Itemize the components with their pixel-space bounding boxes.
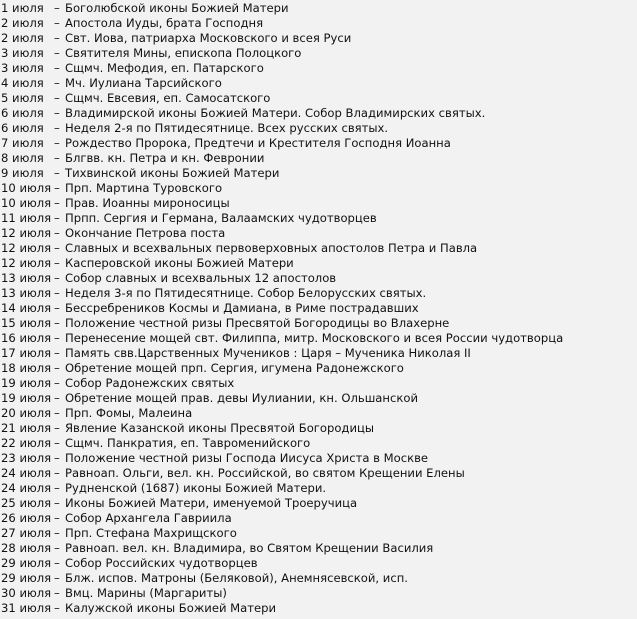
entry-date: 3 июля: [1, 61, 44, 75]
entry-date: 2 июля: [1, 31, 44, 45]
calendar-entry: [0, 286, 637, 301]
entry-date: 24 июля: [1, 466, 52, 480]
entry-date: 9 июля: [1, 166, 44, 180]
entry-title: Сщмч. Евсевия, еп. Самосатского: [65, 91, 271, 105]
calendar-entry: [0, 301, 637, 316]
entry-dash: –: [54, 181, 60, 195]
entry-date: 31 июля: [1, 601, 52, 615]
entry-date: 21 июля: [1, 421, 52, 435]
calendar-entry: [0, 601, 637, 616]
entry-title: Явление Казанской иконы Пресвятой Богородицы: [65, 421, 375, 435]
calendar-entry: [0, 346, 637, 361]
entry-title: Положение честной ризы Пресвятой Богородицы во Влахерне: [65, 316, 450, 330]
entry-dash: –: [54, 586, 60, 600]
entry-dash: –: [54, 316, 60, 330]
entry-title: Равноап. Ольги, вел. кн. Российской, во святом Крещении Елены: [65, 466, 465, 480]
entry-date: 10 июля: [1, 196, 52, 210]
entry-title: Неделя 3-я по Пятидесятнице. Собор Белорусских святых.: [65, 286, 427, 300]
calendar-entry: [0, 466, 637, 481]
calendar-entry: [0, 31, 637, 46]
entry-dash: –: [54, 151, 60, 165]
entry-title: Свт. Иова, патриарха Московского и всея Руси: [65, 31, 352, 45]
entry-title: Положение честной ризы Господа Иисуса Христа в Москве: [65, 451, 429, 465]
entry-date: 17 июля: [1, 346, 52, 360]
entry-title: Собор славных и всехвальных 12 апостолов: [65, 271, 337, 285]
entry-date: 2 июля: [1, 16, 44, 30]
entry-title: Мч. Иулиана Тарсийского: [65, 76, 222, 90]
entry-dash: –: [54, 31, 60, 45]
entry-title: Славных и всехвальных первоверховных апостолов Петра и Павла: [65, 241, 478, 255]
calendar-entry: [0, 436, 637, 451]
entry-date: 13 июля: [1, 286, 52, 300]
calendar-entry: [0, 376, 637, 391]
calendar-entry: [0, 1, 637, 16]
entry-title: Собор Радонежских святых: [65, 376, 235, 390]
calendar-entry: [0, 526, 637, 541]
entry-title: Бессребреников Космы и Дамиана, в Риме пострадавших: [65, 301, 419, 315]
entry-title: Сщмч. Мефодия, еп. Патарского: [65, 61, 264, 75]
entry-title: Перенесение мощей свт. Филиппа, митр. Московского и всея России чудотворца: [65, 331, 564, 345]
entry-dash: –: [54, 511, 60, 525]
entry-title: Святителя Мины, епископа Полоцкого: [65, 46, 302, 60]
entry-dash: –: [54, 91, 60, 105]
entry-title: Равноап. вел. кн. Владимира, во Святом Крещении Василия: [65, 541, 434, 555]
entry-dash: –: [54, 46, 60, 60]
entry-title: Рудненской (1687) иконы Божией Матери.: [65, 481, 327, 495]
entry-title: Блгвв. кн. Петра и кн. Февронии: [65, 151, 265, 165]
entry-date: 16 июля: [1, 331, 52, 345]
entry-dash: –: [54, 196, 60, 210]
entry-dash: –: [54, 331, 60, 345]
entry-date: 29 июля: [1, 571, 52, 585]
calendar-entry: [0, 481, 637, 496]
calendar-entry: [0, 421, 637, 436]
entry-dash: –: [54, 481, 60, 495]
entry-date: 29 июля: [1, 556, 52, 570]
entry-dash: –: [54, 16, 60, 30]
entry-title: Обретение мощей прав. девы Иулиании, кн. Ольшанской: [65, 391, 418, 405]
calendar-entry: [0, 106, 637, 121]
entry-dash: –: [54, 61, 60, 75]
calendar-entry: [0, 496, 637, 511]
entry-dash: –: [54, 376, 60, 390]
entry-dash: –: [54, 1, 60, 15]
entry-title: Память свв.Царственных Мучеников : Царя – Мученика Николая II: [65, 346, 471, 360]
calendar-entry: [0, 556, 637, 571]
entry-date: 24 июля: [1, 481, 52, 495]
entry-date: 20 июля: [1, 406, 52, 420]
entry-date: 1 июля: [1, 1, 44, 15]
entry-title: Неделя 2-я по Пятидесятнице. Всех русских святых.: [65, 121, 389, 135]
calendar-entry: [0, 46, 637, 61]
calendar-entry: [0, 76, 637, 91]
entry-date: 28 июля: [1, 541, 52, 555]
entry-dash: –: [54, 121, 60, 135]
calendar-entry: [0, 511, 637, 526]
entry-date: 6 июля: [1, 121, 44, 135]
entry-dash: –: [54, 451, 60, 465]
calendar-entry: [0, 61, 637, 76]
calendar-entry: [0, 571, 637, 586]
entry-dash: –: [54, 556, 60, 570]
calendar-entry: [0, 166, 637, 181]
entry-date: 22 июля: [1, 436, 52, 450]
entry-date: 15 июля: [1, 316, 52, 330]
entry-dash: –: [54, 286, 60, 300]
entry-date: 12 июля: [1, 226, 52, 240]
entry-title: Апостола Иуды, брата Господня: [65, 16, 264, 30]
calendar-entry: [0, 226, 637, 241]
entry-dash: –: [54, 361, 60, 375]
entry-title: Блж. испов. Матроны (Беляковой), Анемнясевской, исп.: [65, 571, 408, 585]
entry-date: 25 июля: [1, 496, 52, 510]
entry-date: 4 июля: [1, 76, 44, 90]
entry-title: Прп. Мартина Туровского: [65, 181, 223, 195]
entry-date: 3 июля: [1, 46, 44, 60]
entry-title: Сщмч. Панкратия, еп. Тавроменийского: [65, 436, 311, 450]
entry-date: 19 июля: [1, 376, 52, 390]
entry-date: 5 июля: [1, 91, 44, 105]
entry-date: 23 июля: [1, 451, 52, 465]
entry-date: 18 июля: [1, 361, 52, 375]
entry-date: 11 июля: [1, 211, 52, 225]
entry-title: Окончание Петрова поста: [65, 226, 226, 240]
entry-dash: –: [54, 136, 60, 150]
entry-date: 12 июля: [1, 256, 52, 270]
entry-dash: –: [54, 241, 60, 255]
entry-dash: –: [54, 211, 60, 225]
entry-dash: –: [54, 421, 60, 435]
calendar-entry: [0, 586, 637, 601]
entry-dash: –: [54, 601, 60, 615]
entry-date: 12 июля: [1, 241, 52, 255]
entry-title: Калужской иконы Божией Матери: [65, 601, 277, 615]
entry-title: Касперовской иконы Божией Матери: [65, 256, 294, 270]
entry-title: Иконы Божией Матери, именуемой Троеручица: [65, 496, 358, 510]
entry-date: 14 июля: [1, 301, 52, 315]
entry-title: Прп. Стефана Махрищского: [65, 526, 237, 540]
calendar-entry: [0, 361, 637, 376]
calendar-entry: [0, 211, 637, 226]
entry-title: Боголюбской иконы Божией Матери: [65, 1, 289, 15]
entry-dash: –: [54, 391, 60, 405]
calendar-entry: [0, 241, 637, 256]
entry-date: 6 июля: [1, 106, 44, 120]
calendar-entry: [0, 256, 637, 271]
entry-dash: –: [54, 406, 60, 420]
entry-dash: –: [54, 436, 60, 450]
entry-date: 27 июля: [1, 526, 52, 540]
entry-date: 8 июля: [1, 151, 44, 165]
entry-title: Вмц. Марины (Маргариты): [65, 586, 227, 600]
entry-dash: –: [54, 166, 60, 180]
entry-date: 26 июля: [1, 511, 52, 525]
entry-dash: –: [54, 256, 60, 270]
entry-title: Рождество Пророка, Предтечи и Крестителя Господня Иоанна: [65, 136, 451, 150]
calendar-entry: [0, 316, 637, 331]
entry-date: 13 июля: [1, 271, 52, 285]
calendar-entry: [0, 541, 637, 556]
entry-title: Прав. Иоанны мироносицы: [65, 196, 230, 210]
calendar-entry: [0, 16, 637, 31]
entry-title: Прпп. Сергия и Германа, Валаамских чудотворцев: [65, 211, 377, 225]
entry-date: 7 июля: [1, 136, 44, 150]
calendar-entry: [0, 151, 637, 166]
calendar-entry: [0, 331, 637, 346]
calendar-entry: [0, 181, 637, 196]
calendar-entry: [0, 451, 637, 466]
calendar-entry: [0, 271, 637, 286]
entry-title: Собор Российских чудотворцев: [65, 556, 258, 570]
entry-title: Обретение мощей прп. Сергия, игумена Радонежского: [65, 361, 404, 375]
entry-title: Владимирской иконы Божией Матери. Собор Владимирских святых.: [65, 106, 486, 120]
entry-title: Прп. Фомы, Малеина: [65, 406, 193, 420]
calendar-entry: [0, 91, 637, 106]
entry-dash: –: [54, 106, 60, 120]
entry-title: Собор Архангела Гавриила: [65, 511, 232, 525]
calendar-entry: [0, 121, 637, 136]
entry-dash: –: [54, 571, 60, 585]
entry-dash: –: [54, 76, 60, 90]
entry-title: Тихвинской иконы Божией Матери: [65, 166, 280, 180]
entry-dash: –: [54, 346, 60, 360]
calendar-entry: [0, 196, 637, 211]
entry-dash: –: [54, 301, 60, 315]
entry-dash: –: [54, 466, 60, 480]
entry-date: 30 июля: [1, 586, 52, 600]
entry-dash: –: [54, 526, 60, 540]
entry-dash: –: [54, 496, 60, 510]
entry-dash: –: [54, 271, 60, 285]
calendar-entry: [0, 391, 637, 406]
entry-dash: –: [54, 541, 60, 555]
entry-date: 19 июля: [1, 391, 52, 405]
entry-dash: –: [54, 226, 60, 240]
calendar-entry: [0, 136, 637, 151]
calendar-entry: [0, 406, 637, 421]
entry-date: 10 июля: [1, 181, 52, 195]
